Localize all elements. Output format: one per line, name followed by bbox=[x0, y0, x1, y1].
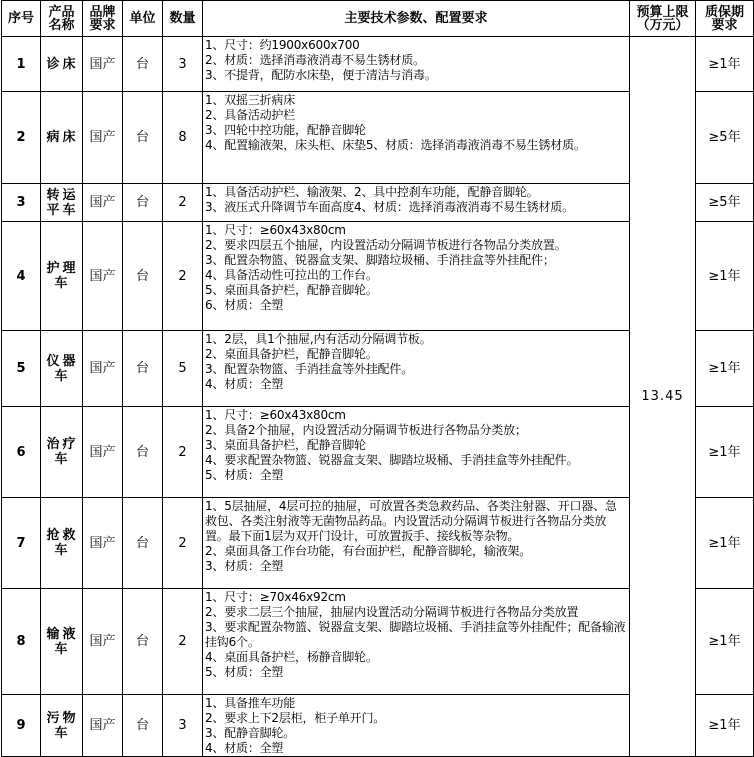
spec-line: 3、配置杂物篮、锐器盒支架、脚踏垃圾桶、手消挂盒等外挂配件； bbox=[205, 253, 555, 267]
spec-line: 2、桌面具备工作台功能，有台面护栏，配静音脚轮，输液架。 bbox=[205, 544, 532, 558]
spec-line: 1、尺寸：≥60x43x80cm bbox=[205, 223, 346, 237]
cell-no: 8 bbox=[2, 589, 41, 695]
cell-qty: 3 bbox=[163, 695, 203, 757]
cell-warranty: ≥1年 bbox=[696, 331, 754, 407]
spec-line: 4、配置输液架，床头柜、床垫5、材质：选择消毒液消毒不易生锈材质。 bbox=[205, 138, 586, 152]
cell-warranty: ≥1年 bbox=[696, 589, 754, 695]
cell-brand: 国产 bbox=[83, 331, 123, 407]
spec-line: 1、具备推车功能 bbox=[205, 696, 296, 710]
spec-line: 2、桌面具备护栏，配静音脚轮。 bbox=[205, 347, 378, 361]
cell-spec bbox=[203, 37, 630, 92]
cell-brand: 国产 bbox=[83, 498, 123, 589]
cell-warranty: ≥1年 bbox=[696, 498, 754, 589]
cell-warranty: ≥5年 bbox=[696, 184, 754, 222]
cell-unit: 台 bbox=[123, 92, 163, 184]
cell-qty: 2 bbox=[163, 407, 203, 498]
cell-unit: 台 bbox=[123, 589, 163, 695]
cell-no: 4 bbox=[2, 222, 41, 331]
spec-line: 4、桌面具备护栏，杨静音脚轮。 bbox=[205, 650, 378, 664]
cell-name: 抢救车 bbox=[41, 498, 83, 589]
cell-spec bbox=[203, 589, 630, 695]
cell-warranty: ≥5年 bbox=[696, 92, 754, 184]
spec-line: 2、具备2个抽屉，内设置活动分隔调节板进行各物品分类放； bbox=[205, 423, 527, 437]
header-name: 产品 名称 bbox=[41, 1, 83, 37]
cell-name: 治疗车 bbox=[41, 407, 83, 498]
spec-line: 4、材质：全塑 bbox=[205, 741, 284, 755]
spec-line: 3、液压式升降调节车面高度4、材质：选择消毒液消毒不易生锈材质。 bbox=[205, 200, 574, 214]
cell-unit: 台 bbox=[123, 695, 163, 757]
spec-line: 5、桌面具备护栏，配静音脚轮。 bbox=[205, 283, 378, 297]
cell-name: 输液车 bbox=[41, 589, 83, 695]
cell-no: 7 bbox=[2, 498, 41, 589]
cell-name: 仪器车 bbox=[41, 331, 83, 407]
cell-qty: 2 bbox=[163, 222, 203, 331]
cell-brand: 国产 bbox=[83, 407, 123, 498]
cell-qty: 2 bbox=[163, 184, 203, 222]
cell-brand: 国产 bbox=[83, 222, 123, 331]
spec-line: 1、尺寸：≥60x43x80cm bbox=[205, 408, 346, 422]
spec-line: 2、具备活动护栏 bbox=[205, 108, 296, 122]
spec-line: 1、尺寸：≥70x46x92cm bbox=[205, 590, 346, 604]
table-body bbox=[2, 37, 754, 757]
header-brand: 品牌 要求 bbox=[83, 1, 123, 37]
cell-budget: 13.45 bbox=[630, 37, 696, 757]
cell-name: 护理车 bbox=[41, 222, 83, 331]
table-row bbox=[2, 37, 754, 92]
spec-line: 3、配置杂物篮、手消挂盒等外挂配件。 bbox=[205, 362, 414, 376]
cell-qty: 2 bbox=[163, 589, 203, 695]
header-warranty: 质保期 要求 bbox=[696, 1, 754, 37]
cell-spec bbox=[203, 407, 630, 498]
cell-unit: 台 bbox=[123, 407, 163, 498]
cell-name: 诊床 bbox=[41, 37, 83, 92]
spec-line: 1、5层抽屉，4层可拉的抽屉，可放置各类急救药品、各类注射器、开口器、急救包、各类注射液等无菌物品药品。内设置活动分隔调节板进行各物品分类放置。最下面1层为双开门设计，可放置扳手、接线板等杂物。 bbox=[205, 499, 617, 543]
cell-brand: 国产 bbox=[83, 92, 123, 184]
spec-line: 4、材质：全塑 bbox=[205, 377, 284, 391]
spec-line: 3、桌面具备护栏，配静音脚轮 bbox=[205, 438, 366, 452]
cell-no: 9 bbox=[2, 695, 41, 757]
cell-unit: 台 bbox=[123, 331, 163, 407]
cell-unit: 台 bbox=[123, 184, 163, 222]
spec-line: 2、要求上下2层柜，柜子单开门。 bbox=[205, 711, 386, 725]
cell-qty: 3 bbox=[163, 37, 203, 92]
spec-line: 2、要求四层五个抽屉，内设置活动分隔调节板进行各物品分类放置。 bbox=[205, 238, 567, 252]
cell-brand: 国产 bbox=[83, 37, 123, 92]
header-no: 序号 bbox=[2, 1, 41, 37]
cell-no: 2 bbox=[2, 92, 41, 184]
equipment-spec-table bbox=[1, 0, 754, 757]
cell-brand: 国产 bbox=[83, 184, 123, 222]
cell-warranty: ≥1年 bbox=[696, 37, 754, 92]
cell-qty: 5 bbox=[163, 331, 203, 407]
cell-warranty: ≥1年 bbox=[696, 695, 754, 757]
spec-line: 3、材质：全塑 bbox=[205, 559, 284, 573]
cell-brand: 国产 bbox=[83, 589, 123, 695]
spec-line: 3、要求配置杂物篮、锐器盒支架、脚踏垃圾桶、手消挂盒等外挂配件；配备输液挂钩6个。 bbox=[205, 620, 626, 649]
cell-spec bbox=[203, 184, 630, 222]
cell-unit: 台 bbox=[123, 222, 163, 331]
cell-name: 污物车 bbox=[41, 695, 83, 757]
cell-spec bbox=[203, 222, 630, 331]
spec-line: 5、材质：全塑 bbox=[205, 468, 284, 482]
spec-line: 4、具备活动性可拉出的工作台。 bbox=[205, 268, 378, 282]
cell-no: 1 bbox=[2, 37, 41, 92]
spec-line: 4、要求配置杂物篮、锐器盒支架、脚踏垃圾桶、手消挂盒等外挂配件。 bbox=[205, 453, 579, 467]
cell-spec bbox=[203, 92, 630, 184]
cell-name: 转运平车 bbox=[41, 184, 83, 222]
spec-line: 6、材质：全塑 bbox=[205, 298, 284, 312]
cell-spec bbox=[203, 695, 630, 757]
cell-unit: 台 bbox=[123, 37, 163, 92]
header-unit: 单位 bbox=[123, 1, 163, 37]
spec-line: 3、不提背，配防水床垫，便于清洁与消毒。 bbox=[205, 68, 437, 82]
spec-line: 1、2层，具1个抽屉,内有活动分隔调节板。 bbox=[205, 332, 432, 346]
spec-line: 1、具备活动护栏、输液架、2、具中控刹车功能，配静音脚轮。 bbox=[205, 185, 539, 199]
cell-brand: 国产 bbox=[83, 695, 123, 757]
spec-line: 2、要求二层三个抽屉，抽屉内设置活动分隔调节板进行各物品分类放置 bbox=[205, 605, 579, 619]
header-qty: 数量 bbox=[163, 1, 203, 37]
spec-line: 1、尺寸：约1900x600x700 bbox=[205, 38, 360, 52]
cell-no: 6 bbox=[2, 407, 41, 498]
cell-qty: 2 bbox=[163, 498, 203, 589]
cell-no: 3 bbox=[2, 184, 41, 222]
spec-line: 1、双摇三折病床 bbox=[205, 93, 296, 107]
cell-no: 5 bbox=[2, 331, 41, 407]
table-header-row bbox=[2, 1, 754, 37]
header-spec: 主要技术参数、配置要求 bbox=[203, 1, 630, 37]
cell-unit: 台 bbox=[123, 498, 163, 589]
spec-line: 3、配静音脚轮。 bbox=[205, 726, 296, 740]
spec-line: 2、材质：选择消毒液消毒不易生锈材质。 bbox=[205, 53, 425, 67]
cell-qty: 8 bbox=[163, 92, 203, 184]
cell-spec bbox=[203, 331, 630, 407]
spec-line: 3、四轮中控功能，配静音脚轮 bbox=[205, 123, 366, 137]
cell-spec bbox=[203, 498, 630, 589]
cell-name: 病床 bbox=[41, 92, 83, 184]
cell-warranty: ≥1年 bbox=[696, 222, 754, 331]
spec-line: 5、材质：全塑 bbox=[205, 665, 284, 679]
header-budget: 预算上限 （万元） bbox=[630, 1, 696, 37]
cell-warranty: ≥1年 bbox=[696, 407, 754, 498]
